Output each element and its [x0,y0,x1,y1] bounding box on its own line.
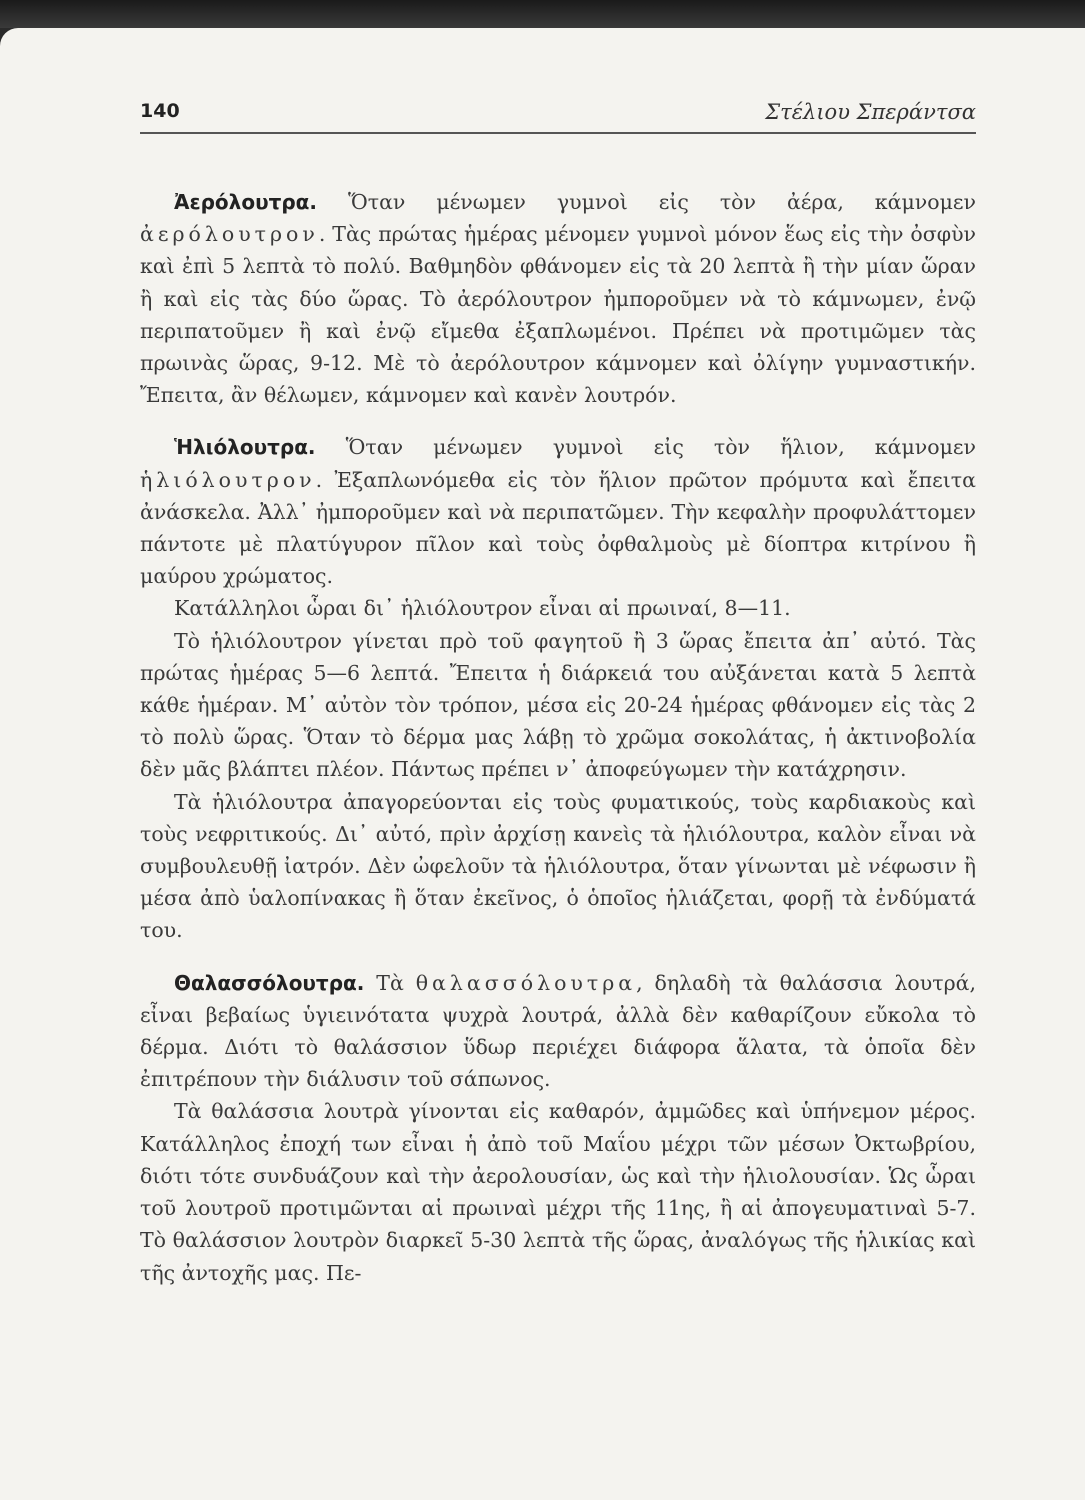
page-body [140,186,976,1289]
header-rule [140,132,976,134]
running-head: Στέλιου Σπεράντσα [765,100,976,124]
paragraph-text: . Ἐξαπλωνόμεθα εἰς τὸν ἥλιον πρῶτον πρόμυτα καὶ ἔπειτα ἀνάσκελα. Ἀλλ᾽ ἠμποροῦμεν καὶ νὰ περιπατῶμεν. Τὴν κεφαλὴν προφυλάττομεν πάντοτε μὲ πλατύγυρον πῖλον καὶ τοὺς ὀφθαλμοὺς μὲ δίοπτρα κιτρίνου ἢ μαύρου χρώματος. [140,467,976,589]
paragraph: Τὸ ἡλιόλουτρον γίνεται πρὸ τοῦ φαγητοῦ ἢ 3 ὥρας ἔπειτα ἀπ᾽ αὐτό. Τὰς πρώτας ἡμέρας 5—6 λεπτά. Ἔπειτα ἡ διάρκειά του αὐξάνεται κατὰ 5 λεπτὰ κάθε ἡμέραν. Μ᾽ αὐτὸν τὸν τρόπον, μέσα εἰς 20-24 ἡμέρας φθάνομεν εἰς τὰς 2 τὸ πολὺ ὥρας. Ὅταν τὸ δέρμα μας λάβῃ τὸ χρῶμα σοκολάτας, ἡ ἀκτινοβολία δὲν μᾶς βλάπτει πλέον. Πάντως πρέπει ν᾽ ἀποφεύγωμεν τὴν κατάχρησιν. [140,628,976,782]
paragraph-text: Τὰ [364,970,416,995]
section-iliolutra-paragraph [140,431,976,592]
page-number: 140 [140,100,180,122]
section-heading: Ἡλιόλουτρα. [174,435,316,460]
page-header [140,100,976,134]
spaced-term: ἀερόλουτρον [140,222,319,247]
paragraph: Τὰ ἡλιόλουτρα ἀπαγορεύονται εἰς τοὺς φυματικούς, τοὺς καρδιακοὺς καὶ τοὺς νεφριτικούς. Δι᾽ αὐτό, πρὶν ἀρχίσῃ κανεὶς τὰ ἡλιόλουτρα, καλὸν εἶναι νὰ συμβουλευθῇ ἰατρόν. Δὲν ὠφελοῦν τὰ ἡλιόλουτρα, ὅταν γίνωνται μὲ νέφωσιν ἢ μέσα ἀπὸ ὑαλοπίνακας ἢ ὅταν ἐκεῖνος, ὁ ὁποῖος ἡλιάζεται, φορῇ τὰ ἐνδύματά του. [140,789,976,943]
spaced-term: θαλασσόλουτρα [415,970,637,995]
section-heading: Ἀερόλουτρα. [174,190,317,214]
spaced-term: ἡλιόλουτρον [140,467,316,492]
section-aerolutra-paragraph [140,186,976,411]
paragraph: Κατάλληλοι ὧραι δι᾽ ἡλιόλουτρον εἶναι αἱ πρωιναί, 8—11. [174,596,791,621]
paragraph-text: , δηλαδὴ τὰ θαλάσσια λουτρά, εἶναι βεβαίως ὑγιεινότατα ψυχρὰ λουτρά, ἀλλὰ δὲν καθαρίζουν εὔκολα τὸ δέρμα. Διότι τὸ θαλάσσιον ὕδωρ περιέχει διάφορα ἅλατα, τὰ ὁποῖα δὲν ἐπιτρέπουν τὴν διάλυσιν τοῦ σάπωνος. [140,970,976,1092]
paragraph-text: Ὅταν μένωμεν γυμνοὶ εἰς τὸν ἥλιον, κάμνομεν [315,435,976,460]
paragraph-text: . Τὰς πρώτας ἡμέρας μένομεν γυμνοὶ μόνον ἕως εἰς τὴν ὀσφὺν καὶ ἐπὶ 5 λεπτὰ τὸ πολύ. Βαθμηδὸν φθάνομεν εἰς τὰ 20 λεπτὰ ἢ τὴν μίαν ὥραν ἢ καὶ εἰς τὰς δύο ὥρας. Τὸ ἀερόλουτρον ἠμποροῦμεν νὰ τὸ κάμνωμεν, ἐνῷ περιπατοῦμεν ἢ καὶ ἐνῷ εἴμεθα ἐξαπλωμένοι. Πρέπει νὰ προτιμῶμεν τὰς πρωινὰς ὥρας, 9-12. Μὲ τὸ ἀερόλουτρον κάμνομεν καὶ ὀλίγην γυμναστικήν. Ἔπειτα, ἂν θέλωμεν, κάμνομεν καὶ κανὲν λουτρόν. [140,222,976,408]
scan-top-edge [0,0,1085,28]
section-heading: Θαλασσόλουτρα. [174,970,365,995]
paragraph-text: Ὅταν μένωμεν γυμνοὶ εἰς τὸν ἀέρα, κάμνομεν [317,190,976,214]
section-thalassolutra-paragraph [140,967,976,1096]
paragraph: Τὰ θαλάσσια λουτρὰ γίνονται εἰς καθαρόν, ἀμμῶδες καὶ ὑπήνεμον μέρος. Κατάλληλος ἐποχή των εἶναι ἡ ἀπὸ τοῦ Μαΐου μέχρι τῶν μέσων Ὀκτωβρίου, διότι τότε συνδυάζουν καὶ τὴν ἀερολουσίαν, ὡς καὶ τὴν ἡλιολουσίαν. Ὡς ὧραι τοῦ λουτροῦ προτιμῶνται αἱ πρωιναὶ μέχρι τῆς 11ης, ἢ αἱ ἀπογευματιναὶ 5-7. Τὸ θαλάσσιον λουτρὸν διαρκεῖ 5-30 λεπτὰ τῆς ὥρας, ἀναλόγως τῆς ἡλικίας καὶ τῆς ἀντοχῆς μας. Πε- [140,1099,976,1285]
